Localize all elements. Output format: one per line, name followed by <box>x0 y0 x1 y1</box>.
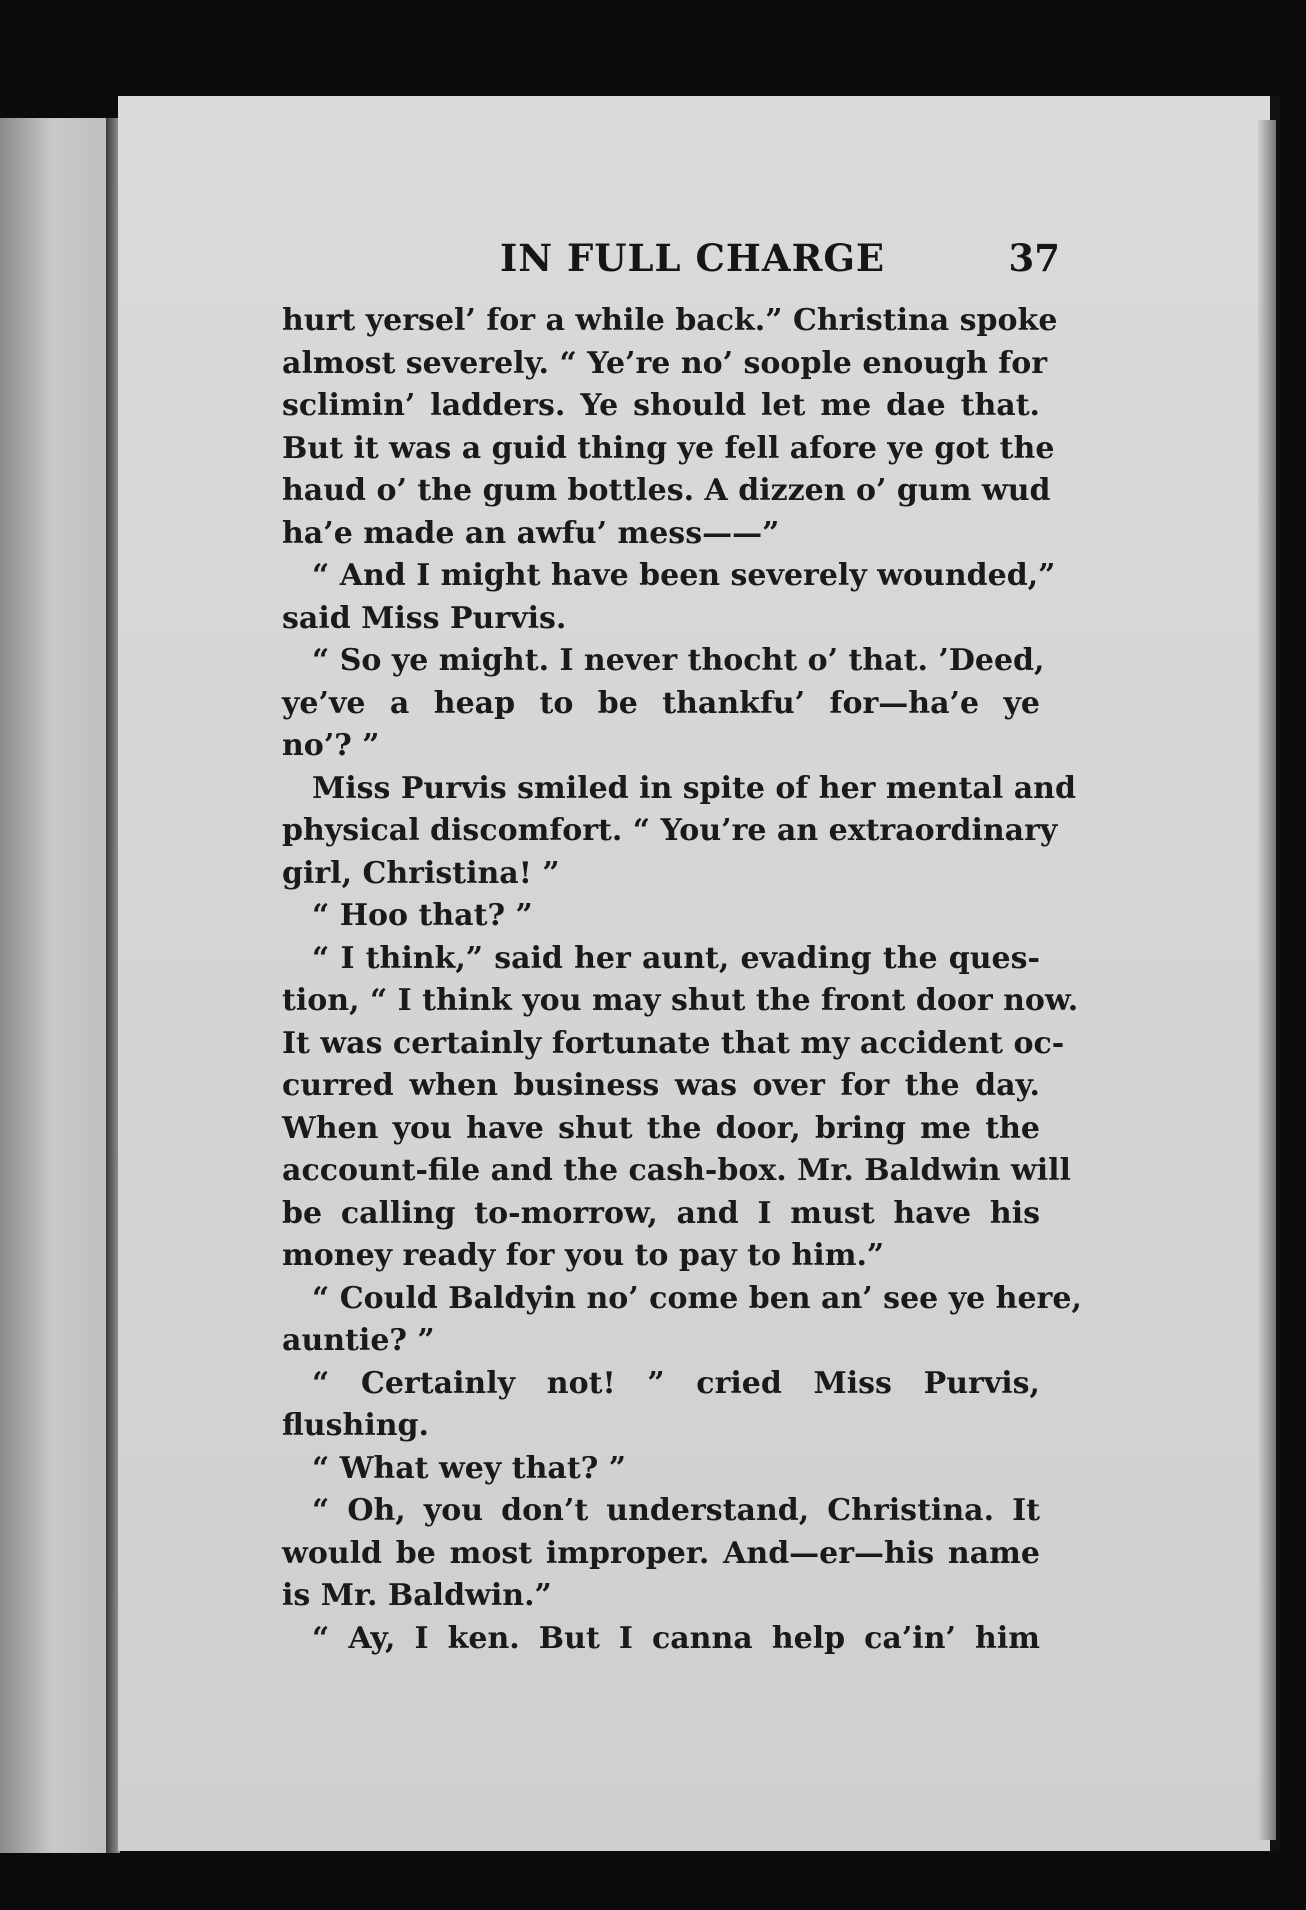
text-line: Miss Purvis smiled in spite of her mental and <box>312 770 1076 806</box>
text-line: hurt yersel’ for a while back.” Christina spoke <box>282 303 1058 338</box>
text-line: no’? ” <box>282 728 380 763</box>
running-head-title: IN FULL CHARGE <box>500 236 886 280</box>
text-line: “ And I might have been severely wounded,” <box>312 558 1056 593</box>
text-line: curred when business was over for the day. <box>282 1068 1040 1103</box>
text-line: sclimin’ ladders. Ye should let me dae that. <box>282 388 1040 423</box>
text-line: “ What wey that? ” <box>312 1450 626 1486</box>
text-line: ha’e made an awfu’ mess——” <box>282 515 780 551</box>
text-line: is Mr. Baldwin.” <box>282 1578 552 1613</box>
text-line: haud o’ the gum bottles. A dizzen o’ gum wud <box>282 473 1051 508</box>
running-head <box>380 236 1060 286</box>
page-fore-edge <box>1258 120 1276 1840</box>
page-number: 37 <box>1008 236 1060 280</box>
text-line: would be most improper. And—er—his name <box>282 1535 1040 1571</box>
text-line: It was certainly fortunate that my accident oc- <box>282 1025 1065 1061</box>
text-line: When you have shut the door, bring me the <box>282 1110 1040 1146</box>
text-line: “ Oh, you don’t understand, Christina. It <box>312 1493 1040 1528</box>
text-line: “ So ye might. I never thocht o’ that. ’Deed, <box>312 643 1045 678</box>
text-line: almost severely. “ Ye’re no’ soople enough for <box>282 345 1048 381</box>
text-line: flushing. <box>282 1408 429 1443</box>
text-line: tion, “ I think you may shut the front door now. <box>282 983 1079 1018</box>
text-line: “ I think,” said her aunt, evading the ques- <box>312 940 1040 976</box>
text-line: be calling to-morrow, and I must have his <box>282 1195 1040 1231</box>
text-line: physical discomfort. “ You’re an extraordinary <box>282 813 1058 848</box>
text-line: money ready for you to pay to him.” <box>282 1238 885 1273</box>
text-line: “ Hoo that? ” <box>312 898 533 933</box>
text-line: auntie? ” <box>282 1323 435 1358</box>
text-line: ye’ve a heap to be thankfu’ for—ha’e ye <box>282 685 1040 721</box>
text-line: “ Certainly not! ” cried Miss Purvis, <box>312 1365 1040 1401</box>
text-line: “ Ay, I ken. But I canna help ca’in’ him <box>312 1620 1040 1656</box>
text-line: girl, Christina! ” <box>282 855 560 891</box>
text-line: account-file and the cash-box. Mr. Baldwin will <box>282 1153 1071 1188</box>
page-body-text <box>282 300 1082 1660</box>
text-line: But it was a guid thing ye fell afore ye got the <box>282 430 1055 466</box>
text-line: said Miss Purvis. <box>282 600 567 636</box>
facing-page-edge <box>0 118 118 1853</box>
text-line: “ Could Baldyin no’ come ben an’ see ye here, <box>312 1280 1082 1316</box>
